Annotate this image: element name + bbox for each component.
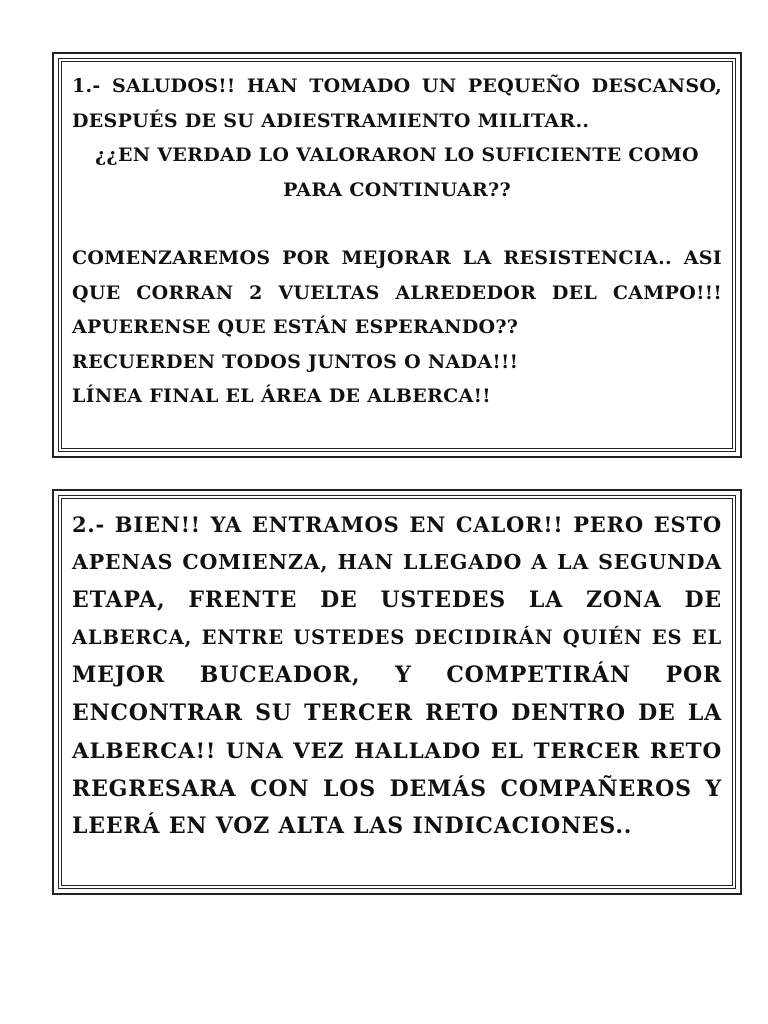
card-2-line-1: 2.- BIEN!! YA ENTRAMOS EN CALOR!! PERO ESTO — [72, 512, 722, 537]
instruction-card-1 — [52, 52, 742, 458]
card-1-paragraph-gap — [72, 207, 722, 241]
card-2-line-6: ENCONTRAR SU TERCER RETO DENTRO DE LA — [72, 699, 722, 726]
card-1-line-8: RECUERDEN TODOS JUNTOS O NADA!!! — [72, 350, 519, 373]
instruction-card-2 — [52, 489, 742, 895]
card-2-inner-border — [58, 495, 736, 889]
card-1-line-7: APUERENSE QUE ESTÁN ESPERANDO?? — [72, 316, 519, 338]
card-2-line-4: ALBERCA, ENTRE USTEDES DECIDIRÁN QUIÉN ES EL — [72, 626, 722, 650]
card-2-line-5: MEJOR BUCEADOR, Y COMPETIRÁN POR — [72, 662, 722, 689]
card-1-line-6: QUE CORRAN 2 VUELTAS ALREDEDOR DEL CAMPO!!! — [72, 281, 722, 304]
card-1-inner-border — [58, 58, 736, 452]
card-1-line-4: PARA CONTINUAR?? — [283, 178, 511, 201]
card-2-line-7: ALBERCA!! UNA VEZ HALLADO EL TERCER RETO — [72, 738, 722, 764]
card-2-line-8: REGRESARA CON LOS DEMÁS COMPAÑEROS Y — [72, 775, 722, 802]
card-1-line-3: ¿¿EN VERDAD LO VALORARON LO SUFICIENTE COMO — [95, 144, 699, 166]
card-1-line-2: DESPUÉS DE SU ADIESTRAMIENTO MILITAR.. — [72, 109, 590, 132]
card-2-line-9: LEERÁ EN VOZ ALTA LAS INDICACIONES.. — [72, 813, 633, 840]
card-1-line-5: COMENZAREMOS POR MEJORAR LA RESISTENCIA.. ASI — [72, 247, 722, 269]
card-2-line-2: APENAS COMIENZA, HAN LLEGADO A LA SEGUNDA — [72, 549, 722, 574]
card-1-line-1: 1.- SALUDOS!! HAN TOMADO UN PEQUEÑO DESCANSO, — [72, 75, 722, 97]
card-1-line-9: LÍNEA FINAL EL ÁREA DE ALBERCA!! — [72, 385, 491, 407]
card-2-line-3: ETAPA, FRENTE DE USTEDES LA ZONA DE — [72, 586, 722, 613]
